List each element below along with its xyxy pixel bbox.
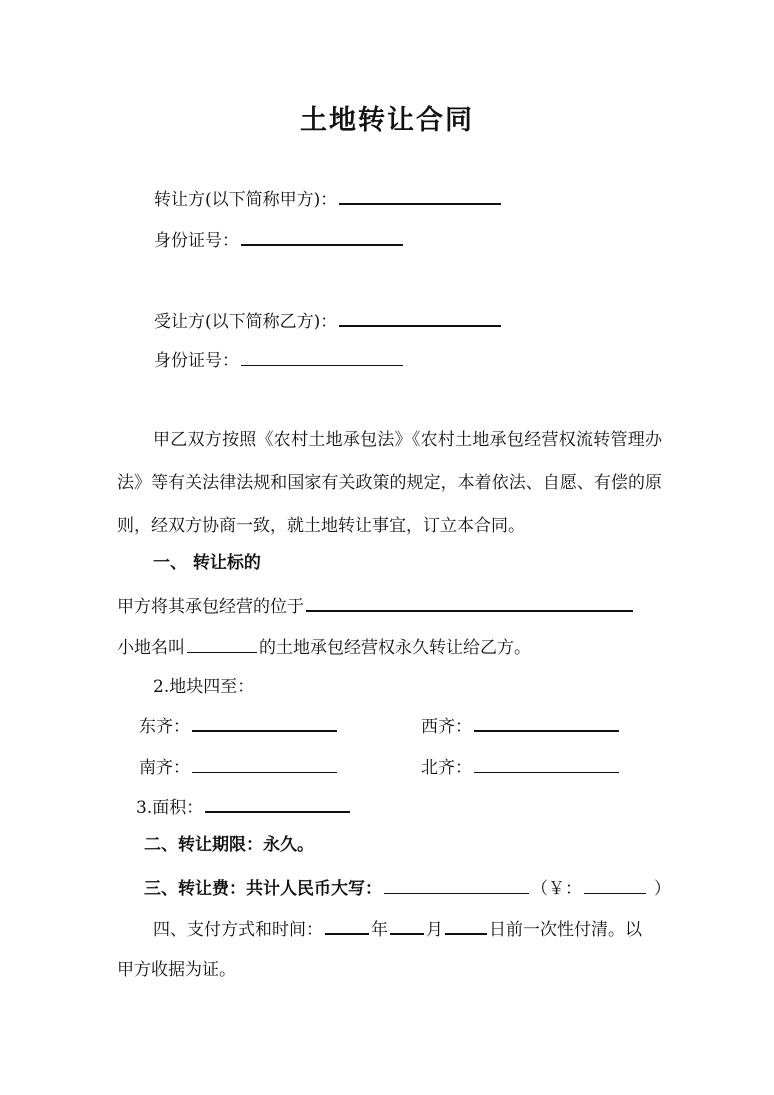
area-label: 3.面积： [136,798,204,818]
preamble-paragraph: 甲乙双方按照《农村土地承包法》《农村土地承包经营权流转管理办法》等有关法律法规和国家有关政策的规定，本着依法、自愿、有偿的原则，经双方协商一致，就土地转让事宜，订立本合同。 [117,430,662,536]
transferee-name-field[interactable] [339,308,501,327]
transferor-line [154,186,503,211]
location-label: 甲方将其承包经营的位于 [117,597,304,617]
place-name-line [117,635,531,659]
west-field[interactable] [474,713,619,732]
east-line [139,713,339,738]
east-label: 东齐： [139,717,190,737]
east-field[interactable] [192,713,337,732]
section2-term: 二、转让期限：永久。 [144,835,314,855]
fee-amount-field[interactable] [384,876,529,894]
boundaries-label: 2.地块四至： [153,677,255,697]
fee-yuan-close: ） [654,879,671,899]
area-line [136,794,352,819]
section4-payment-line [153,916,642,941]
place-name-suffix: 的土地承包经营权永久转让给乙方。 [259,638,531,658]
payment-year-label: 年 [371,920,388,940]
page-title: 土地转让合同 [300,105,474,136]
west-line [421,713,621,738]
north-line [421,755,621,779]
section4-line2: 甲方收据为证。 [117,960,236,980]
transferee-id-label: 身份证号： [154,351,239,371]
transferor-label: 转让方(以下简称甲方)： [154,190,338,210]
south-label: 南齐： [139,758,190,778]
south-field[interactable] [192,755,337,773]
payment-day-field[interactable] [445,916,487,935]
payment-label: 四、支付方式和时间： [153,920,323,940]
location-line [117,593,635,618]
transferee-line [154,308,503,333]
area-field[interactable] [205,794,350,813]
section1-heading: 一、 转让标的 [153,553,261,573]
payment-month-field[interactable] [390,916,424,935]
fee-label: 三、转让费：共计人民币大写： [144,879,382,899]
location-field[interactable] [306,593,633,612]
transferor-name-field[interactable] [339,186,501,205]
section3-fee-line [144,876,671,900]
north-field[interactable] [474,755,619,773]
transferee-label: 受让方(以下简称乙方)： [154,312,338,332]
place-name-label: 小地名叫 [117,638,185,658]
north-label: 北齐： [421,758,472,778]
transferor-id-field[interactable] [241,227,403,246]
transferee-id-field[interactable] [241,348,403,366]
transferor-id-line [154,227,405,252]
fee-yuan-open: （￥： [531,879,582,899]
fee-yuan-field[interactable] [584,876,646,894]
transferor-id-label: 身份证号： [154,231,239,251]
south-line [139,755,339,779]
west-label: 西齐： [421,717,472,737]
payment-suffix: 日前一次性付清。以 [489,920,642,940]
payment-year-field[interactable] [325,916,369,935]
place-name-field[interactable] [187,635,257,653]
payment-month-label: 月 [426,920,443,940]
transferee-id-line [154,348,405,372]
